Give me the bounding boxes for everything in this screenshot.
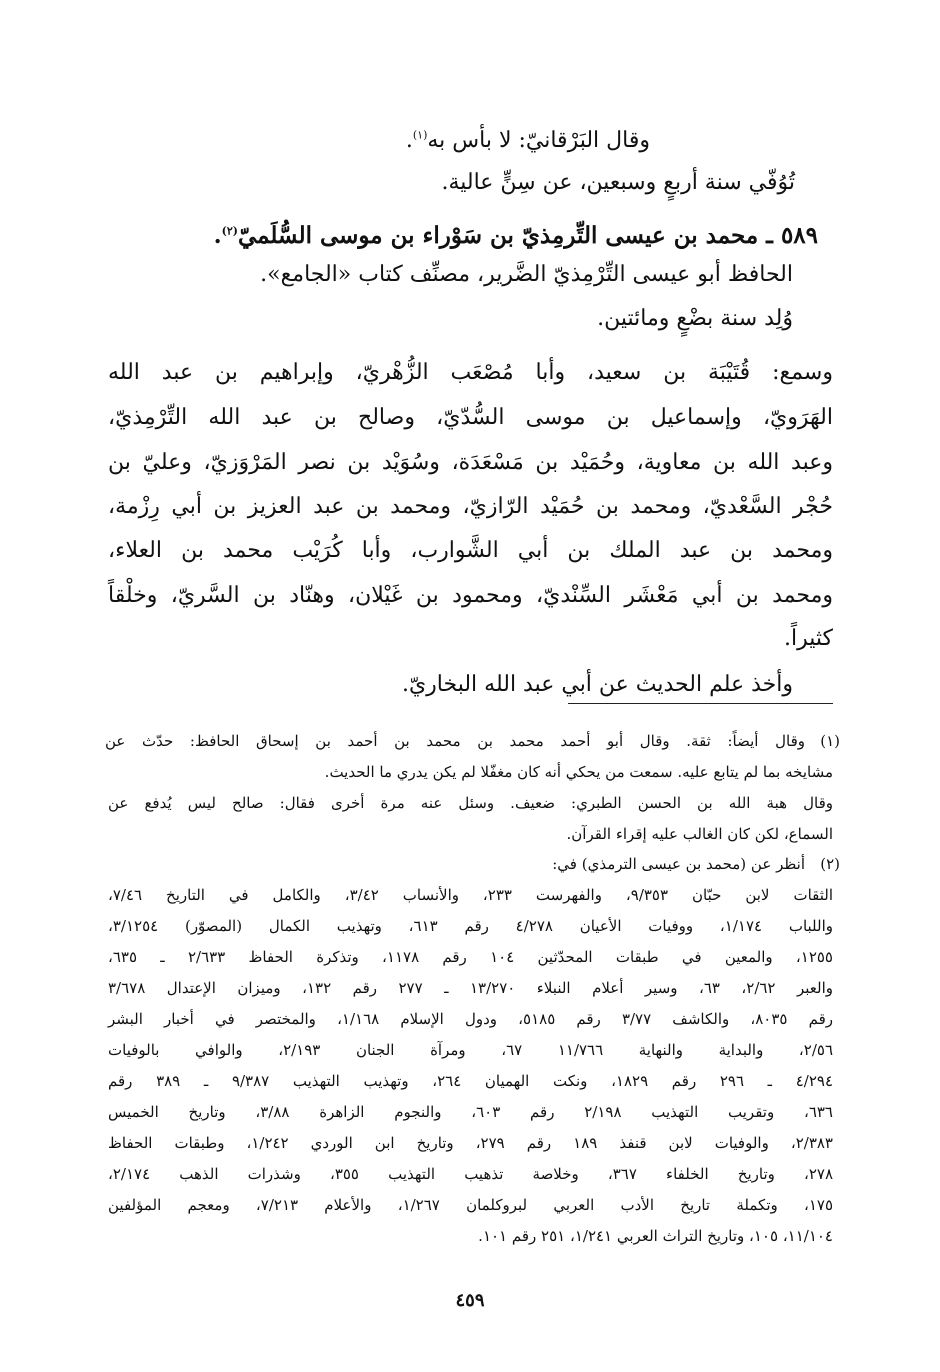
body-line-5: وُلِد سنة بضْعٍ ومائتين. xyxy=(597,306,793,331)
footnote-2-line-5: والعبر ٢/٦٢، ٦٣، وسير أعلام النبلاء ١٣/٢٧٠ ـ ٢٧٧ رقم ١٣٢، وميزان الإعتدال ٣/٦٧٨ xyxy=(108,979,833,997)
footnote-separator xyxy=(568,703,833,704)
entry-heading-text: ٥٨٩ ـ محمد بن عيسى التِّرمِذيّ بن سَوْراء بن موسى السُّلَميّ xyxy=(237,222,818,249)
entry-heading xyxy=(118,222,818,249)
footnote-ref-1[interactable]: (١) xyxy=(412,128,428,142)
footnote-2-line-9: ٦٣٦، وتقريب التهذيب ٢/١٩٨ رقم ٦٠٣، والنجوم الزاهرة ٣/٨٨، وتاريخ الخميس xyxy=(108,1103,833,1121)
body-line-1-end: . xyxy=(405,128,413,153)
footnote-2-line-11: ٢٧٨، وتاريخ الخلفاء ٣٦٧، وخلاصة تذهيب التهذيب ٣٥٥، وشذرات الذهب ٢/١٧٤، xyxy=(108,1165,833,1183)
footnote-1-line-1: وقال أيضاً: ثقة. وقال أبو أحمد محمد بن محمد بن أحمد بن إسحاق الحافظ: حدّث عن xyxy=(105,732,805,750)
para-line-5: ومحمد بن عبد الملك بن أبي الشَّوارب، وأبا كُرَيْب محمد بن العلاء، xyxy=(108,538,833,563)
footnote-2-line-10: ٢/٣٨٣، والوفيات لابن قنفذ ١٨٩ رقم ٢٧٩، وتاريخ ابن الوردي ١/٢٤٢، وطبقات الحفاظ xyxy=(108,1134,833,1152)
footnote-2-line-7: ٢/٥٦، والبداية والنهاية ١١/٧٦٦ ٦٧، ومرآة الجنان ٢/١٩٣، والوافي بالوفيات xyxy=(108,1041,834,1059)
footnote-2-line-1: أنظر عن (محمد بن عيسى الترمذي) في: xyxy=(552,855,805,873)
body-line-1 xyxy=(150,128,650,153)
body-line-2: تُوُفّي سنة أربعٍ وسبعين، عن سِنٍّ عالية. xyxy=(441,170,795,195)
footnote-ref-2[interactable]: (٢) xyxy=(221,224,238,238)
footnote-2-line-2: الثقات لابن حبّان ٩/٣٥٣، والفهرست ٢٣٣، والأنساب ٣/٤٢، والكامل في التاريخ ٧/٤٦، xyxy=(108,886,833,904)
footnote-2-line-13: ١١/١٠٤، ١٠٥، وتاريخ التراث العربي ١/٢٤١، ٢٥١ رقم ١٠١. xyxy=(478,1227,833,1245)
body-line-4: الحافظ أبو عيسى التِّرْمِذيّ الضَّرير، مصنِّف كتاب «الجامع». xyxy=(260,262,793,287)
footnote-1-line-4: السماع، لكن كان الغالب عليه إقراء القرآن. xyxy=(566,825,833,843)
para-line-7: كثيراً. xyxy=(784,626,833,651)
footnote-2-line-8: ٤/٢٩٤ ـ ٢٩٦ رقم ١٨٢٩، ونكت الهميان ٢٦٤، وتهذيب التهذيب ٩/٣٨٧ ـ ٣٨٩ رقم xyxy=(108,1072,834,1090)
footnote-2-line-4: ١٢٥٥، والمعين في طبقات المحدّثين ١٠٤ رقم ١١٧٨، وتذكرة الحفاظ ٢/٦٣٣ ـ ٦٣٥، xyxy=(108,948,833,966)
body-line-last: وأخذ علم الحديث عن أبي عبد الله البخاريّ. xyxy=(401,672,793,697)
body-line-1-text: وقال البَرْقانيّ: لا بأس به xyxy=(427,128,650,153)
entry-heading-end: . xyxy=(213,222,222,249)
footnote-2-line-6: رقم ٨٠٣٥، والكاشف ٣/٧٧ رقم ٥١٨٥، ودول الإسلام ١/١٦٨، والمختصر في أخبار البشر xyxy=(108,1010,833,1028)
para-line-1: وسمع: قُتَيْبَة بن سعيد، وأبا مُصْعَب الزُّهْريّ، وإبراهيم بن عبد الله xyxy=(108,360,833,385)
footnote-2-marker: (٢) xyxy=(820,855,840,873)
page-number: ٤٥٩ xyxy=(455,1290,485,1311)
para-line-6: ومحمد بن أبي مَعْشَر السِّنْديّ، ومحمود بن غَيْلان، وهنّاد بن السَّريّ، وخلْقاً xyxy=(108,583,833,608)
para-line-2: الهَرَويّ، وإسماعيل بن موسى السُّدّيّ، وصالح بن عبد الله التِّرْمِذيّ، xyxy=(108,405,833,430)
para-line-3: وعبد الله بن معاوية، وحُمَيْد بن مَسْعَدَة، وسُوَيْد بن نصر المَرْوَزيّ، وعليّ بن xyxy=(108,450,833,475)
footnote-1-line-3: وقال هبة الله بن الحسن الطبري: ضعيف. وسئل عنه مرة أخرى فقال: صالح ليس يُدفع عن xyxy=(108,794,833,812)
footnote-1-marker: (١) xyxy=(820,732,840,750)
para-line-4: حُجْر السَّعْديّ، ومحمد بن حُمَيْد الرّازيّ، ومحمد بن عبد العزيز بن أبي رِزْمة، xyxy=(108,494,833,519)
footnote-1-line-2: مشايخه بما لم يتابع عليه. سمعت من يحكي أنه كان مغفّلا لم يكن يدري ما الحديث. xyxy=(324,763,833,781)
footnote-2-line-3: واللباب ١/١٧٤، ووفيات الأعيان ٤/٢٧٨ رقم ٦١٣، وتهذيب الكمال (المصوّر) ٣/١٢٥٤، xyxy=(108,917,834,935)
footnote-2-line-12: ١٧٥، وتكملة تاريخ الأدب العربي لبروكلمان ١/٢٦٧، والأعلام ٧/٢١٣، ومعجم المؤلفين xyxy=(108,1196,833,1214)
